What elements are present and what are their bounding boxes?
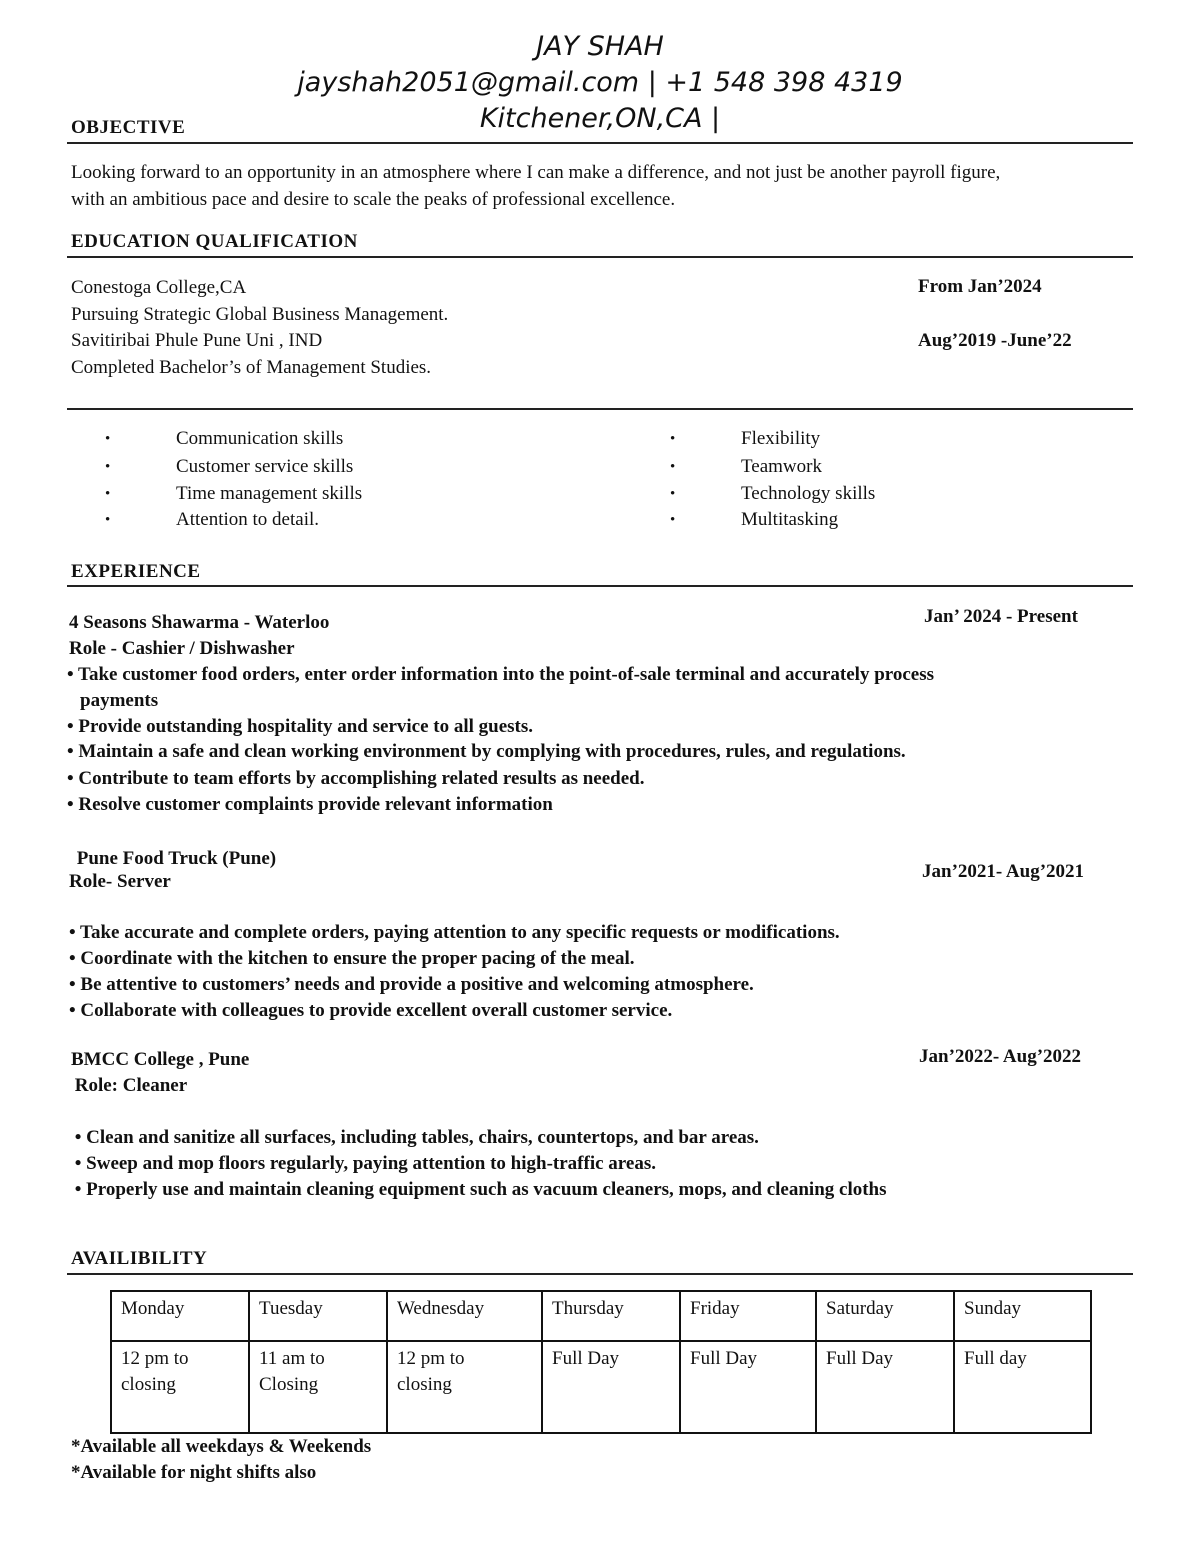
day-header: Thursday <box>542 1291 680 1341</box>
skill-item: Technology skills <box>741 483 876 504</box>
hours-line: 11 am to <box>259 1348 325 1369</box>
job-duty: • Take customer food orders, enter order information into the point-of-sale terminal and accurately process <box>67 664 935 685</box>
job-duty: • Clean and sanitize all surfaces, including tables, chairs, countertops, and bar areas. <box>70 1127 759 1148</box>
hours-line: Full day <box>964 1348 1027 1369</box>
skill-item: Multitasking <box>741 509 839 530</box>
availability-heading: AVAILIBILITY <box>71 1248 208 1269</box>
bullet-icon: • <box>670 486 676 502</box>
day-header: Sunday <box>954 1291 1091 1341</box>
section-divider <box>67 585 1133 587</box>
job-duty: • Be attentive to customers’ needs and provide a positive and welcoming atmosphere. <box>69 974 754 995</box>
hours-cell <box>387 1341 542 1433</box>
hours-line: Full Day <box>826 1348 894 1369</box>
day-header: Wednesday <box>387 1291 542 1341</box>
job-duty: • Sweep and mop floors regularly, paying attention to high-traffic areas. <box>70 1153 656 1174</box>
bullet-icon: • <box>105 459 111 475</box>
hours-line: 12 pm to <box>121 1348 189 1369</box>
education-dates: From Jan’2024 <box>918 276 1042 297</box>
location-line: Kitchener,ON,CA | <box>479 103 721 134</box>
job-duty: payments <box>80 690 159 711</box>
availability-table <box>110 1290 1092 1434</box>
hours-line: Closing <box>259 1374 319 1395</box>
hours-cell <box>954 1341 1091 1433</box>
hours-line: 12 pm to <box>397 1348 465 1369</box>
section-divider <box>67 408 1133 410</box>
hours-cell <box>249 1341 387 1433</box>
job-dates: Jan’2022- Aug’2022 <box>919 1046 1082 1067</box>
education-school: Savitiribai Phule Pune Uni , IND <box>71 330 323 351</box>
job-duty: • Contribute to team efforts by accomplishing related results as needed. <box>67 768 645 789</box>
availability-note: *Available all weekdays & Weekends <box>71 1436 372 1457</box>
day-header: Saturday <box>816 1291 954 1341</box>
job-dates: Jan’2021- Aug’2021 <box>922 861 1085 882</box>
education-detail: Pursuing Strategic Global Business Management. <box>71 304 449 325</box>
section-divider <box>67 142 1133 144</box>
bullet-icon: • <box>670 512 676 528</box>
skill-item: Teamwork <box>741 456 822 477</box>
bullet-icon: • <box>670 459 676 475</box>
job-dates: Jan’ 2024 - Present <box>924 606 1078 627</box>
education-school: Conestoga College,CA <box>71 277 247 298</box>
job-role: Role- Server <box>69 871 171 892</box>
experience-heading: EXPERIENCE <box>71 561 201 582</box>
hours-cell <box>111 1341 249 1433</box>
table-row <box>111 1341 1091 1433</box>
job-duty: • Provide outstanding hospitality and service to all guests. <box>67 716 534 737</box>
day-header: Monday <box>111 1291 249 1341</box>
hours-cell <box>816 1341 954 1433</box>
bullet-icon: • <box>670 431 676 447</box>
job-employer: Pune Food Truck (Pune) <box>72 848 277 869</box>
section-divider <box>67 1273 1133 1275</box>
job-role: Role: Cleaner <box>70 1075 188 1096</box>
job-duty: • Coordinate with the kitchen to ensure the proper pacing of the meal. <box>69 948 635 969</box>
education-detail: Completed Bachelor’s of Management Studies. <box>71 357 432 378</box>
table-header-row <box>111 1291 1091 1341</box>
job-duty: • Take accurate and complete orders, paying attention to any specific requests or modifications. <box>69 922 840 943</box>
skill-item: Flexibility <box>741 428 821 449</box>
bullet-icon: • <box>105 486 111 502</box>
section-divider <box>67 256 1133 258</box>
hours-cell <box>680 1341 816 1433</box>
job-role: Role - Cashier / Dishwasher <box>69 638 295 659</box>
hours-line: closing <box>397 1374 452 1395</box>
bullet-icon: • <box>105 431 111 447</box>
skill-item: Communication skills <box>176 428 344 449</box>
education-heading: EDUCATION QUALIFICATION <box>71 231 358 252</box>
job-employer: 4 Seasons Shawarma - Waterloo <box>69 612 330 633</box>
contact-line: jayshah2051@gmail.com | +1 548 398 4319 <box>297 67 903 98</box>
skill-item: Customer service skills <box>176 456 354 477</box>
job-duty: • Collaborate with colleagues to provide excellent overall customer service. <box>69 1000 673 1021</box>
hours-cell <box>542 1341 680 1433</box>
job-duty: • Properly use and maintain cleaning equipment such as vacuum cleaners, mops, and cleaning cloths <box>70 1179 887 1200</box>
hours-line: Full Day <box>552 1348 620 1369</box>
objective-line-2: with an ambitious pace and desire to scale the peaks of professional excellence. <box>71 189 676 210</box>
bullet-icon: • <box>105 512 111 528</box>
skill-item: Attention to detail. <box>176 509 320 530</box>
candidate-name: JAY SHAH <box>536 31 664 62</box>
availability-note: *Available for night shifts also <box>71 1462 317 1483</box>
hours-line: closing <box>121 1374 176 1395</box>
objective-heading: OBJECTIVE <box>71 117 186 138</box>
job-employer: BMCC College , Pune <box>71 1049 250 1070</box>
job-duty: • Resolve customer complaints provide relevant information <box>67 794 553 815</box>
day-header: Tuesday <box>249 1291 387 1341</box>
day-header: Friday <box>680 1291 816 1341</box>
education-dates: Aug’2019 -June’22 <box>918 330 1072 351</box>
skill-item: Time management skills <box>176 483 363 504</box>
objective-line-1: Looking forward to an opportunity in an atmosphere where I can make a difference, and not just be another payroll figure, <box>71 162 1001 183</box>
hours-line: Full Day <box>690 1348 758 1369</box>
job-duty: • Maintain a safe and clean working environment by complying with procedures, rules, and regulations. <box>67 741 906 762</box>
